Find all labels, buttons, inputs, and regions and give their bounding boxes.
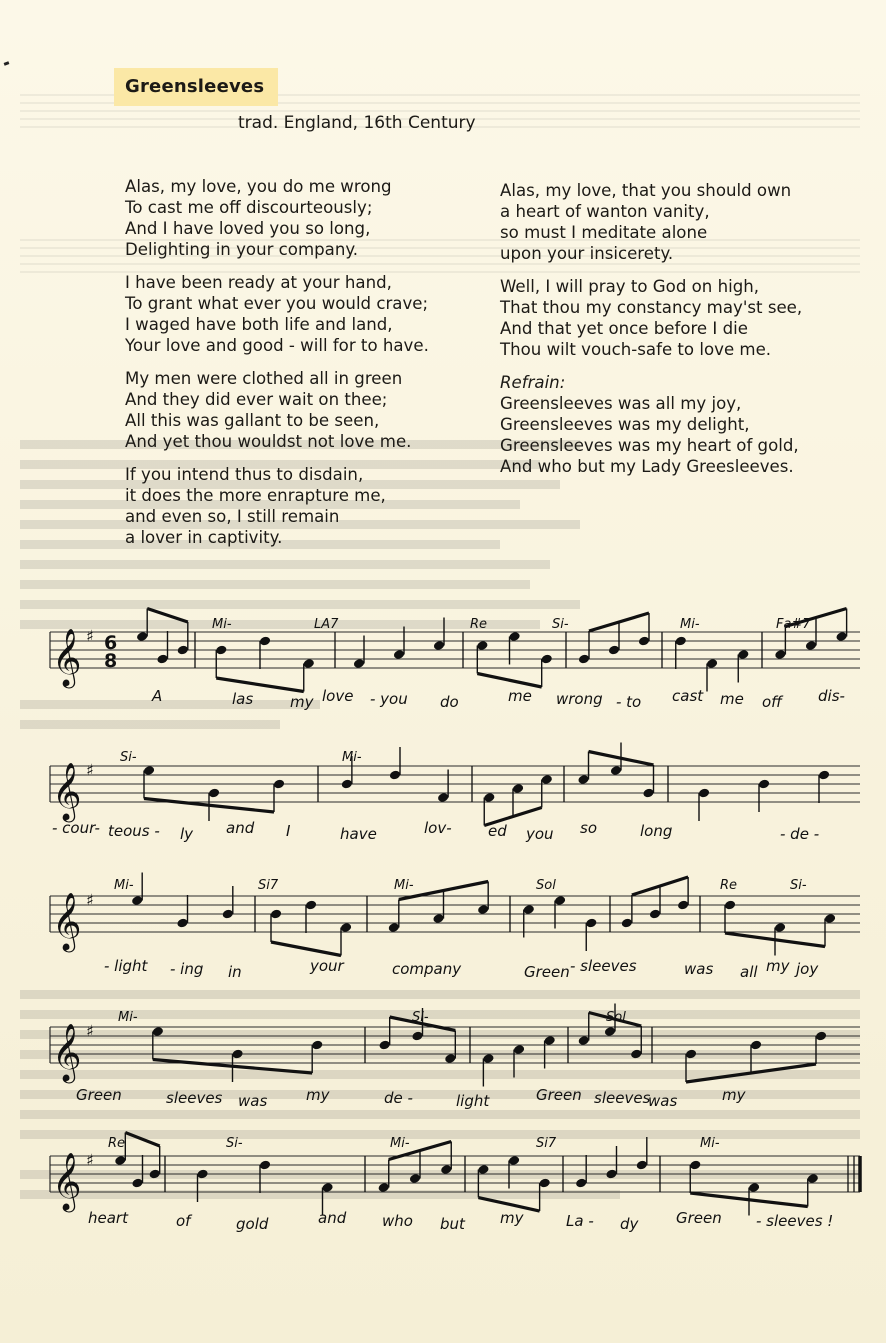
score-lyric-syllable: A xyxy=(152,687,163,705)
lyric-line: I waged have both life and land, xyxy=(125,315,393,334)
chord-symbol: Mi- xyxy=(342,750,362,765)
score-lyric-syllable: my xyxy=(306,1086,330,1104)
score-lyric-syllable: my xyxy=(722,1086,746,1104)
chord-symbol: Si7 xyxy=(258,878,279,893)
score-lyric-syllable: ly xyxy=(180,825,194,843)
song-title: Greensleeves xyxy=(125,76,265,97)
treble-clef-icon: 𝄞 xyxy=(52,762,82,820)
key-signature-sharp-icon: ♯ xyxy=(86,760,94,780)
score-lyric-syllable: gold xyxy=(236,1215,269,1233)
score-lyric-syllable: my xyxy=(766,957,790,975)
lyric-line: And I have loved you so long, xyxy=(125,219,371,238)
lyric-line: And they did ever wait on thee; xyxy=(125,390,388,409)
score-lyric-syllable: have xyxy=(340,825,377,843)
score-lyric-syllable: - ing xyxy=(170,960,204,978)
chord-symbol: Mi- xyxy=(390,1136,410,1151)
score-lyric-syllable: - de - xyxy=(780,825,820,843)
score-lyric-syllable: dis- xyxy=(818,687,845,705)
note-beam xyxy=(216,678,304,692)
lyric-line: Alas, my love, you do me wrong xyxy=(125,177,392,196)
score-lyric-syllable: Green xyxy=(536,1086,582,1104)
score-lyric-syllable: was xyxy=(648,1092,678,1110)
score-lyric-syllable: heart xyxy=(88,1209,128,1227)
lyric-line: And that yet once before I die xyxy=(500,319,748,338)
score-lyric-syllable: Green xyxy=(524,963,570,981)
score-lyric-syllable: wrong xyxy=(556,690,603,708)
chord-symbol: Si- xyxy=(226,1136,243,1151)
score-lyric-syllable: de - xyxy=(384,1089,413,1107)
chord-symbol: Mi- xyxy=(680,617,700,632)
chord-symbol: Re xyxy=(108,1136,126,1151)
score-lyric-syllable: off xyxy=(762,693,783,711)
treble-clef-icon: 𝄞 xyxy=(52,892,82,950)
score-lyric-syllable: was xyxy=(238,1092,268,1110)
score-lyric-syllable: in xyxy=(228,963,242,981)
score-lyric-syllable: me xyxy=(720,690,744,708)
score-lyric-syllable: cast xyxy=(672,687,704,705)
chord-symbol: Si- xyxy=(120,750,137,765)
chord-symbol: LA7 xyxy=(314,617,339,632)
score-lyric-syllable: your xyxy=(310,957,344,975)
chord-symbol: Re xyxy=(470,617,488,632)
score-lyric-syllable: my xyxy=(290,693,314,711)
lyric-line: Thou wilt vouch-safe to love me. xyxy=(500,340,772,359)
chord-symbol: Re xyxy=(720,878,738,893)
score-lyric-syllable: - you xyxy=(370,690,408,708)
refrain-line: And who but my Lady Greesleeves. xyxy=(500,457,794,476)
lyric-line: so must I meditate alone xyxy=(500,223,708,242)
key-signature-sharp-icon: ♯ xyxy=(86,1150,94,1170)
treble-clef-icon: 𝄞 xyxy=(52,1023,82,1081)
score-lyric-syllable: Green xyxy=(76,1086,122,1104)
lyric-line: If you intend thus to disdain, xyxy=(125,465,364,484)
lyric-line: it does the more enrapture me, xyxy=(125,486,386,505)
chord-symbol: Fa#7 xyxy=(776,617,811,632)
score-lyric-syllable: of xyxy=(176,1212,191,1230)
score-lyric-syllable: ed xyxy=(488,822,507,840)
note-beam xyxy=(477,674,541,688)
lyric-line: Delighting in your company. xyxy=(125,240,359,259)
score-lyric-syllable: was xyxy=(684,960,714,978)
key-signature-sharp-icon: ♯ xyxy=(86,1021,94,1041)
lyric-line: upon your insicerety. xyxy=(500,244,674,263)
score-lyric-syllable: dy xyxy=(620,1215,639,1233)
chord-symbol: Mi- xyxy=(212,617,232,632)
score-lyric-syllable: - to xyxy=(616,693,642,711)
lyric-line: Well, I will pray to God on high, xyxy=(500,277,760,296)
score-lyric-syllable: Green xyxy=(676,1209,722,1227)
score-lyric-syllable: joy xyxy=(796,960,819,978)
lyric-line: To grant what ever you would crave; xyxy=(125,294,429,313)
chord-symbol: Si- xyxy=(790,878,807,893)
score-lyric-syllable: all xyxy=(740,963,758,981)
time-signature-top: 6 xyxy=(104,632,118,654)
lyric-line: Your love and good - will for to have. xyxy=(125,336,429,355)
score-lyric-syllable: sleeves xyxy=(594,1089,651,1107)
lyric-line: All this was gallant to be seen, xyxy=(125,411,380,430)
chord-symbol: Si- xyxy=(552,617,569,632)
treble-clef-icon: 𝄞 xyxy=(52,628,82,686)
score-lyric-syllable: las xyxy=(232,690,254,708)
score-lyric-syllable: my xyxy=(500,1209,524,1227)
song-origin: trad. England, 16th Century xyxy=(238,113,476,133)
score-lyric-syllable: and xyxy=(318,1209,347,1227)
chord-symbol: Mi- xyxy=(700,1136,720,1151)
note-beam xyxy=(125,1133,159,1147)
note-beam xyxy=(147,609,188,623)
lyric-line: My men were clothed all in green xyxy=(125,369,403,388)
score-lyric-syllable: and xyxy=(226,819,255,837)
refrain-line: Greensleeves was my heart of gold, xyxy=(500,436,799,455)
lyric-line: a lover in captivity. xyxy=(125,528,283,547)
score-lyric-syllable: long xyxy=(640,822,673,840)
lyric-line: I have been ready at your hand, xyxy=(125,273,392,292)
score-lyric-syllable: - cour- xyxy=(52,819,100,837)
chord-symbol: Si7 xyxy=(536,1136,557,1151)
refrain-label: Refrain: xyxy=(500,373,566,392)
score-lyric-syllable: sleeves xyxy=(166,1089,223,1107)
chord-symbol: Sol xyxy=(606,1010,626,1025)
refrain-line: Greensleeves was my delight, xyxy=(500,415,750,434)
score-lyric-syllable: love xyxy=(322,687,354,705)
lyric-line: And yet thou wouldst not love me. xyxy=(125,432,412,451)
score-lyric-syllable: - sleeves ! xyxy=(756,1212,834,1230)
chord-symbol: Mi- xyxy=(118,1010,138,1025)
score-lyric-syllable: teous - xyxy=(108,822,160,840)
score-lyric-syllable: company xyxy=(392,960,462,978)
score-lyric-syllable: who xyxy=(382,1212,413,1230)
score-lyric-syllable: do xyxy=(440,693,459,711)
lyric-line: To cast me off discourteously; xyxy=(125,198,373,217)
score-lyric-syllable: I xyxy=(286,822,291,840)
key-signature-sharp-icon: ♯ xyxy=(86,626,94,646)
chord-symbol: Sol xyxy=(536,878,556,893)
score-lyric-syllable: so xyxy=(580,819,597,837)
lyric-line: a heart of wanton vanity, xyxy=(500,202,710,221)
score-lyric-syllable: - sleeves xyxy=(570,957,637,975)
score-lyric-syllable: you xyxy=(526,825,554,843)
score-lyric-syllable: but xyxy=(440,1215,465,1233)
lyric-line: Alas, my love, that you should own xyxy=(500,181,792,200)
treble-clef-icon: 𝄞 xyxy=(52,1152,82,1210)
note-beam xyxy=(271,942,341,956)
chord-symbol: Si- xyxy=(412,1010,429,1025)
refrain-line: Greensleeves was all my joy, xyxy=(500,394,742,413)
score-lyric-syllable: light xyxy=(456,1092,490,1110)
key-signature-sharp-icon: ♯ xyxy=(86,890,94,910)
score-lyric-syllable: - light xyxy=(104,957,148,975)
chord-symbol: Mi- xyxy=(394,878,414,893)
time-signature-bottom: 8 xyxy=(104,650,118,672)
score-lyric-syllable: La - xyxy=(566,1212,594,1230)
lyric-line: and even so, I still remain xyxy=(125,507,340,526)
score-lyric-syllable: lov- xyxy=(424,819,452,837)
score-lyric-syllable: me xyxy=(508,687,532,705)
lyric-line: That thou my constancy may'st see, xyxy=(500,298,803,317)
chord-symbol: Mi- xyxy=(114,878,134,893)
